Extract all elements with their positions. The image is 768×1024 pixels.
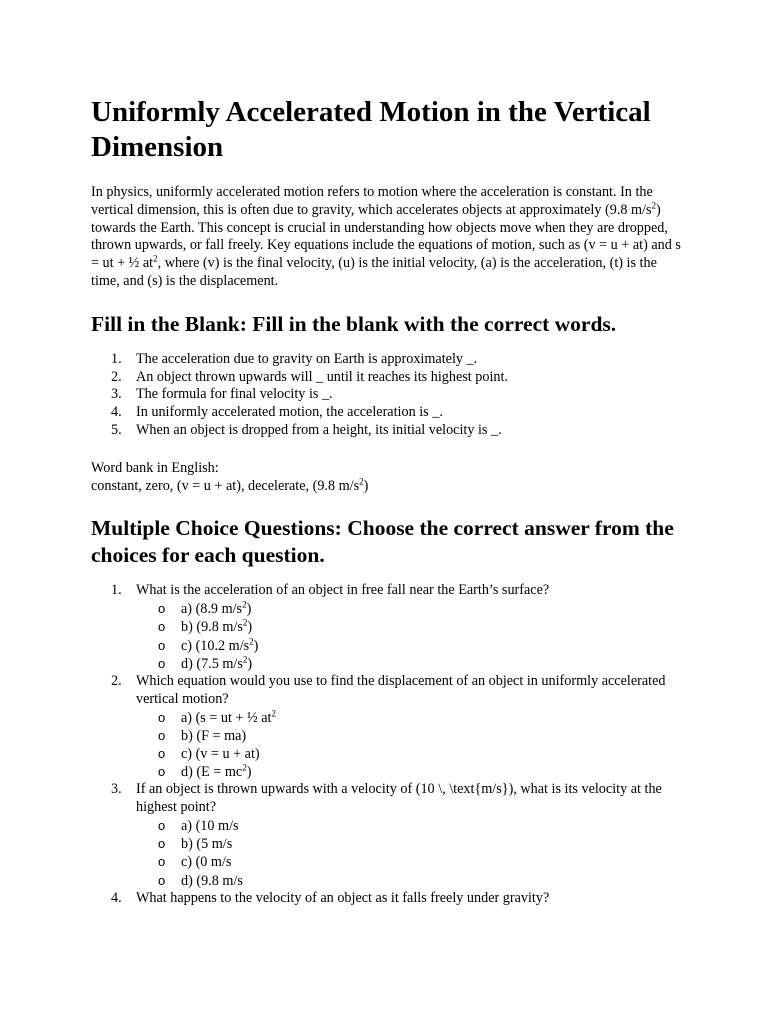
word-bank [91,460,681,496]
fill-blank-list [91,351,681,440]
option-item [136,727,681,745]
bullet-icon: o [158,637,166,653]
item-number: 1. [111,350,122,367]
option-end: ) [246,764,252,781]
option-item [136,817,681,835]
item-number: 5. [111,421,122,438]
mcq-list [91,582,681,907]
fill-blank-heading: Fill in the Blank: Fill in the blank with the correct words. [91,311,617,336]
bullet-icon: o [158,601,166,617]
option-text: a) (8.9 m/s [181,601,243,618]
option-end: ) [247,619,253,636]
option-item [136,745,681,763]
bullet-icon: o [158,872,166,888]
option-sup: 2 [242,654,248,665]
item-text: The formula for final velocity is _. [136,386,333,403]
option-text: a) (10 m/s [181,817,239,834]
bullet-icon: o [158,619,166,635]
intro-text-2: ) towards the Earth. This concept is crucial in understanding how objects move when they are dropped, thrown upwards, or fall freely. Key equations include the equations of motion, such as (v = u + at) and s = ut + ½ at [91,201,681,272]
list-item [91,422,681,440]
list-item [91,369,681,387]
item-text: When an object is dropped from a height, its initial velocity is _. [136,421,502,438]
bullet-icon: o [158,764,166,780]
question-item [91,890,681,908]
bullet-icon: o [158,709,166,725]
question-item [91,781,681,889]
option-text: d) (E = mc [181,764,243,781]
bullet-icon: o [158,655,166,671]
option-sup: 2 [242,762,247,773]
question-number: 4. [111,889,122,906]
intro-text-1: In physics, uniformly accelerated motion refers to motion where the acceleration is constant. In the vertical dimension, this is often due to gravity, which accelerates objects at approximately (9.8 m/s [91,184,653,218]
option-text: b) (9.8 m/s [181,619,243,636]
option-list [136,817,681,890]
option-text: b) (F = ma) [181,727,247,744]
option-list [136,600,681,673]
option-item [136,618,681,636]
item-text: The acceleration due to gravity on Earth is approximately _. [136,350,478,367]
question-text: Which equation would you use to find the displacement of an object in uniformly accelerated vertical motion? [136,672,666,707]
intro-sup-2: 2 [153,253,158,264]
option-sup: 2 [271,707,276,718]
intro-sup-1: 2 [651,200,657,211]
item-number: 3. [111,386,122,403]
bullet-icon: o [158,745,166,761]
question-number: 2. [111,672,122,689]
option-item [136,655,681,673]
option-text: d) (7.5 m/s [181,655,243,672]
option-text: d) (9.8 m/s [181,872,243,889]
intro-paragraph [91,184,681,291]
item-number: 2. [111,368,122,385]
option-end: ) [253,637,259,654]
option-sup: 2 [242,599,247,610]
option-text: c) (10.2 m/s [181,637,250,654]
option-text: c) (0 m/s [181,854,232,871]
option-item [136,872,681,890]
question-text: If an object is thrown upwards with a velocity of (10 \, \text{m/s}), what is its velocity at the highest point? [136,781,662,816]
mcq-heading: Multiple Choice Questions: Choose the correct answer from the choices for each question. [91,516,674,568]
word-bank-end: ) [363,477,369,494]
option-item [136,637,681,655]
option-item [136,853,681,871]
intro-text-3: , where (v) is the final velocity, (u) is the initial velocity, (a) is the acceleration, (t) is the time, and (s) is the displacement. [91,255,657,289]
bullet-icon: o [158,727,166,743]
question-text: What happens to the velocity of an object as it falls freely under gravity? [136,889,550,906]
list-item [91,386,681,404]
question-text: What is the acceleration of an object in free fall near the Earth’s surface? [136,582,550,599]
option-item [136,835,681,853]
bullet-icon: o [158,854,166,870]
item-text: In uniformly accelerated motion, the acceleration is _. [136,404,443,421]
document-content [91,95,681,928]
bullet-icon: o [158,817,166,833]
word-bank-sup: 2 [359,475,364,486]
option-sup: 2 [249,635,254,646]
word-bank-words [91,475,681,496]
question-item [91,673,681,781]
option-item [136,709,681,727]
option-item [136,763,681,781]
item-number: 4. [111,404,122,421]
option-item [136,600,681,618]
option-text: b) (5 m/s [181,836,233,853]
option-list [136,709,681,782]
option-end: ) [247,655,253,672]
page-title: Uniformly Accelerated Motion in the Vertical Dimension [91,96,651,163]
question-number: 3. [111,781,122,798]
option-end: ) [246,601,252,618]
word-bank-text: constant, zero, (v = u + at), decelerate, (9.8 m/s [91,477,360,494]
list-item [91,404,681,422]
option-text: c) (v = u + at) [181,745,260,762]
question-item [91,582,681,673]
word-bank-label: Word bank in English: [91,459,219,476]
question-number: 1. [111,582,122,599]
option-text: a) (s = ut + ½ at [181,709,272,726]
option-sup: 2 [242,617,248,628]
item-text: An object thrown upwards will _ until it reaches its highest point. [136,368,508,385]
list-item [91,351,681,369]
bullet-icon: o [158,836,166,852]
